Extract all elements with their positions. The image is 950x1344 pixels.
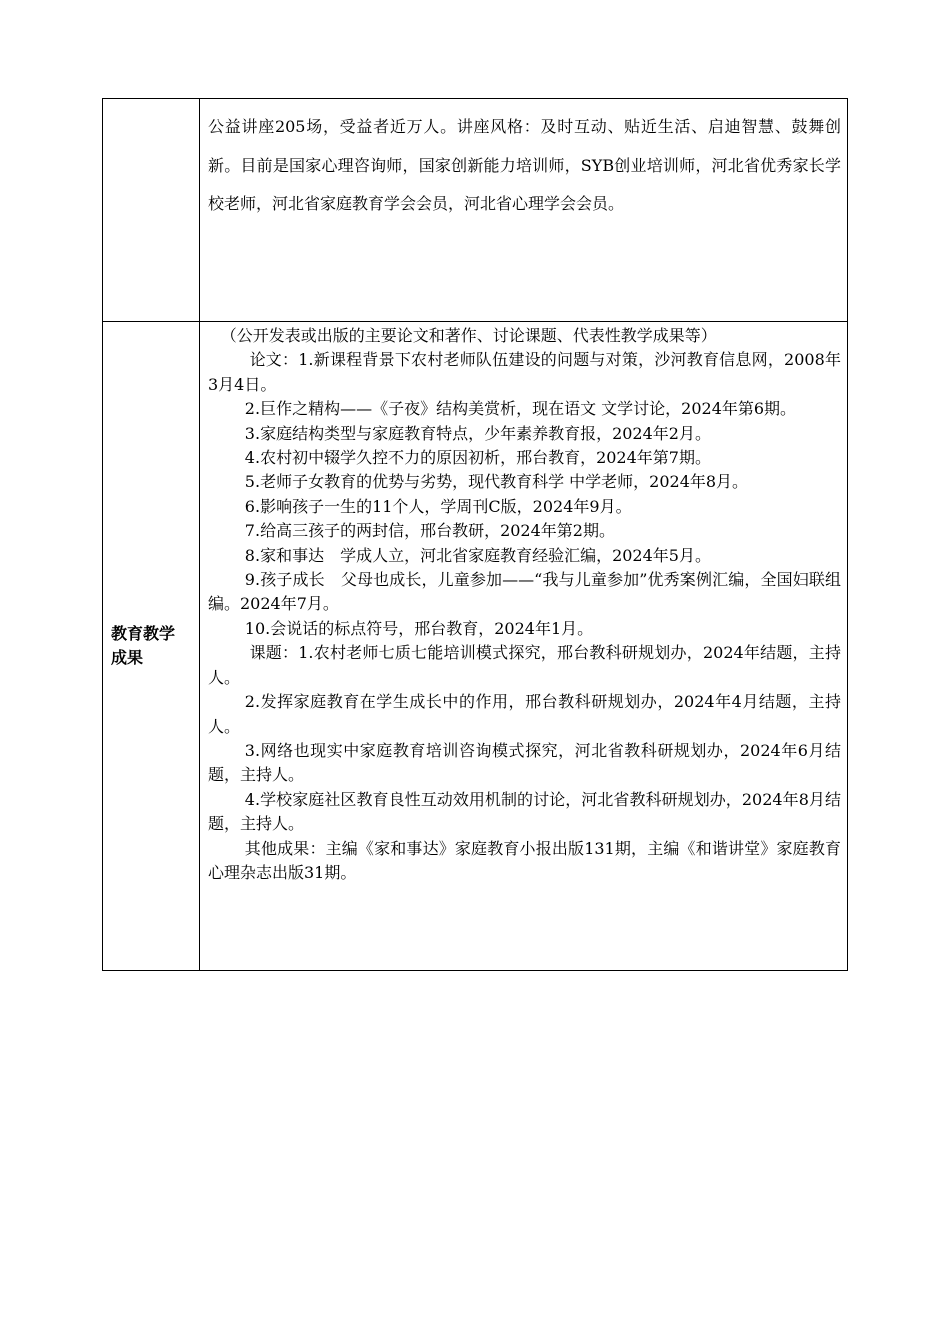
paper-item-3: 3.家庭结构类型与家庭教育特点，少年素养教育报，2024年2月。 xyxy=(244,423,711,443)
table-row xyxy=(103,99,848,322)
empty-label-cell xyxy=(103,99,200,322)
project-item-3: 3.网络也现实中家庭教育培训咨询模式探究，河北省教科研规划办，2024年6月结题，主持人。 xyxy=(208,740,841,785)
achievement-label-cell xyxy=(103,322,200,971)
other-achievements: 其他成果：主编《家和事达》家庭教育小报出版131期，主编《和谐讲堂》家庭教育心理杂志出版31期。 xyxy=(208,838,841,882)
achievement-table xyxy=(102,98,848,971)
achievement-label-line1: 教育教学 xyxy=(111,624,176,643)
intro-cell xyxy=(200,99,848,322)
paper-item-2: 2.巨作之精构——《子夜》结构美赏析，现在语文 文学讨论，2024年第6期。 xyxy=(244,399,797,419)
achievement-label-line2: 成果 xyxy=(111,648,144,667)
paper-item-4: 4.农村初中辍学久控不力的原因初析，邢台教育，2024年第7期。 xyxy=(244,448,711,468)
project-item-4: 4.学校家庭社区教育良性互动效用机制的讨论，河北省教科研规划办，2024年8月结题，主持人。 xyxy=(208,789,841,834)
paper-item-8: 8.家和事达 学成人立，河北省家庭教育经验汇编，2024年5月。 xyxy=(244,545,711,565)
paper-item-10: 10.会说话的标点符号，邢台教育，2024年1月。 xyxy=(244,618,594,638)
achievement-content-cell xyxy=(200,322,848,971)
intro-text: 公益讲座205场，受益者近万人。讲座风格：及时互动、贴近生活、启迪智慧、鼓舞创新。目前是国家心理咨询师，国家创新能力培训师，SYB创业培训师，河北省优秀家长学校老师，河北省家庭教育学会会员，河北省心理学会会员。 xyxy=(208,117,841,213)
paper-item-7: 7.给高三孩子的两封信，邢台教研，2024年第2期。 xyxy=(244,521,615,541)
project-item-1: 课题：1.农村老师七质七能培训模式探究，邢台教科研规划办，2024年结题，主持人。 xyxy=(208,643,841,687)
paper-item-5: 5.老师子女教育的优势与劣势，现代教育科学 中学老师，2024年8月。 xyxy=(244,472,749,492)
paper-item-9: 9.孩子成长 父母也成长，儿童参加——“我与儿童参加”优秀案例汇编，全国妇联组编。2024年7月。 xyxy=(208,570,841,614)
table-row xyxy=(103,322,848,971)
project-item-2: 2.发挥家庭教育在学生成长中的作用，邢台教科研规划办，2024年4月结题，主持人。 xyxy=(208,692,841,736)
achievement-note: （公开发表或出版的主要论文和著作、讨论课题、代表性教学成果等） xyxy=(220,326,717,345)
paper-item-1: 论文：1.新课程背景下农村老师队伍建设的问题与对策，沙河教育信息网，2008年3月4日。 xyxy=(208,350,841,394)
paper-item-6: 6.影响孩子一生的11个人，学周刊C版，2024年9月。 xyxy=(244,496,632,516)
